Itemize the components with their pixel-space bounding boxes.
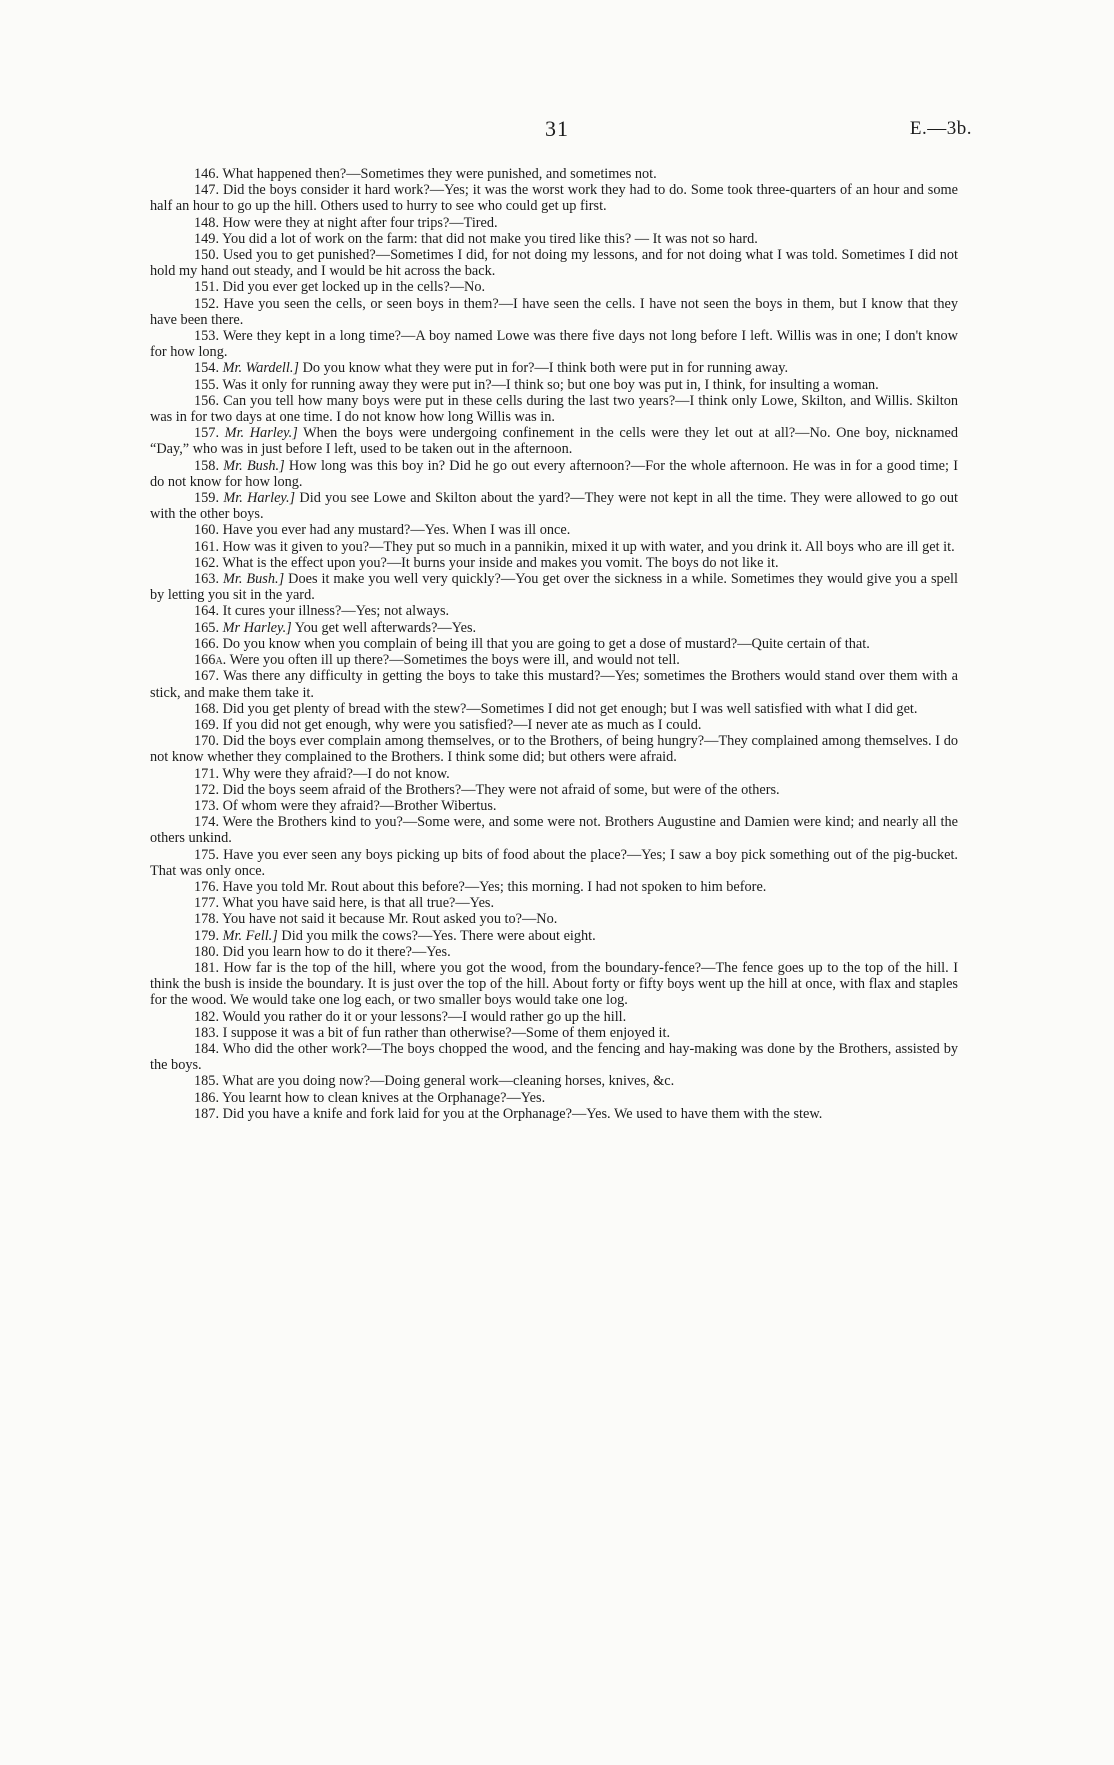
- question-text: Of whom were they afraid?—Brother Wibertus.: [222, 797, 497, 814]
- question-number: 153.: [194, 328, 220, 345]
- question-paragraph: [150, 701, 958, 717]
- question-paragraph: [150, 847, 958, 879]
- question-text: Did you learn how to do it there?—Yes.: [222, 943, 451, 960]
- question-number: 147.: [194, 182, 220, 199]
- question-number: 148.: [194, 214, 220, 231]
- question-number: 175.: [194, 846, 220, 863]
- question-number: 174.: [194, 814, 220, 831]
- question-text: What are you doing now?—Doing general work—cleaning horses, knives, &c.: [222, 1073, 675, 1090]
- question-paragraph: [150, 717, 958, 733]
- question-paragraph: [150, 296, 958, 328]
- question-text: What you have said here, is that all true?—Yes.: [222, 895, 495, 912]
- question-text: You get well afterwards?—Yes.: [294, 619, 477, 636]
- question-text: How were they at night after four trips?—Tired.: [222, 214, 498, 231]
- question-text: Who did the other work?—The boys chopped the wood, and the fencing and hay-making was done by the Brothers, assisted by the boys.: [150, 1040, 958, 1074]
- question-paragraph: [150, 733, 958, 765]
- page-header: [0, 116, 1114, 146]
- question-number: 156.: [194, 392, 220, 409]
- question-text: Did you have a knife and fork laid for you at the Orphanage?—Yes. We used to have them with the stew.: [222, 1105, 823, 1122]
- question-text: Was it only for running away they were put in?—I think so; but one boy was put in, I think, for insulting a woman.: [222, 376, 879, 393]
- question-paragraph: [150, 668, 958, 700]
- question-text: Did the boys ever complain among themselves, or to the Brothers, of being hungry?—They complained among themselves. I do not know whether they complained to the Brothers. I think some did; but others were afraid.: [150, 733, 958, 766]
- question-number: 180.: [194, 943, 220, 960]
- question-number: 176.: [194, 878, 220, 895]
- question-text: Did you get plenty of bread with the stew?—Sometimes I did not get enough; but I was well satisfied with what I did get.: [222, 700, 918, 717]
- question-text: How was it given to you?—They put so much in a pannikin, mixed it up with water, and you drink it. All boys who are ill get it.: [222, 538, 955, 555]
- question-text: How far is the top of the hill, where you got the wood, from the boundary-fence?—The fence goes up to the top of the hill. I think the bush is inside the boundary. It is just over the top of the hill. About forty or fifty boys went up the hill at once, with flax and staples for the wood. We would take one log each, or two smaller boys would take one log.: [150, 959, 959, 1009]
- question-paragraph: [150, 798, 958, 814]
- question-paragraph: [150, 1025, 958, 1041]
- question-number: 179.: [194, 927, 220, 944]
- question-text: I suppose it was a bit of fun rather than otherwise?—Some of them enjoyed it.: [222, 1024, 671, 1041]
- question-number: 185.: [194, 1073, 220, 1090]
- question-text: Would you rather do it or your lessons?—I would rather go up the hill.: [222, 1008, 627, 1025]
- question-text: When the boys were undergoing confinement in the cells were they let out at all?—No. One boy, nicknamed “Day,” who was in just before I left, used to be taken out in the afternoon.: [150, 425, 958, 458]
- question-paragraph: [150, 1073, 958, 1089]
- question-text: Were they kept in a long time?—A boy named Lowe was there five days not long before I left. Willis was in one; I don't know for how long.: [150, 328, 958, 361]
- question-paragraph: [150, 1090, 958, 1106]
- speaker-name: Mr. Harley.]: [223, 490, 296, 507]
- question-text: If you did not get enough, why were you satisfied?—I never ate as much as I could.: [222, 716, 702, 733]
- question-number: 152.: [194, 295, 220, 312]
- question-text: You have not said it because Mr. Rout asked you to?—No.: [222, 911, 558, 928]
- question-paragraph: [150, 620, 958, 636]
- question-paragraph: [150, 879, 958, 895]
- question-text: Do you know what they were put in for?—I think both were put in for running away.: [302, 360, 789, 377]
- question-text: You did a lot of work on the farm: that did not make you tired like this? — It was not so hard.: [222, 230, 758, 247]
- question-paragraph: [150, 182, 958, 214]
- question-paragraph: [150, 458, 958, 490]
- question-text: Were you often ill up there?—Sometimes the boys were ill, and would not tell.: [229, 652, 680, 669]
- question-number: 154.: [194, 360, 220, 377]
- question-text: Can you tell how many boys were put in these cells during the last two years?—I think only Lowe, Skilton, and Willis. Skilton was in for two days at one time. I do not know how long Willis was in.: [150, 392, 958, 426]
- question-number: 155.: [194, 376, 220, 393]
- question-paragraph: [150, 603, 958, 619]
- question-number: 151.: [194, 279, 220, 296]
- question-paragraph: [150, 360, 958, 376]
- question-text: Have you ever seen any boys picking up bits of food about the place?—Yes; I saw a boy pick something out of the pig-bucket. That was only once.: [150, 846, 959, 879]
- question-number: 173.: [194, 797, 220, 814]
- question-text: Have you ever had any mustard?—Yes. When I was ill once.: [222, 522, 571, 539]
- question-paragraph: [150, 766, 958, 782]
- question-text: What happened then?—Sometimes they were punished, and sometimes not.: [222, 166, 657, 182]
- question-number: 170.: [194, 733, 220, 750]
- question-text: Were the Brothers kind to you?—Some were, and some were not. Brothers Augustine and Damien were kind; and nearly all the others unkind.: [150, 814, 958, 847]
- question-number: 178.: [194, 911, 220, 928]
- question-number: 161.: [194, 538, 220, 555]
- question-paragraph: [150, 393, 958, 425]
- question-number: 182.: [194, 1008, 220, 1025]
- speaker-name: Mr. Bush.]: [223, 457, 285, 474]
- question-text: Do you know when you complain of being ill that you are going to get a dose of mustard?—Quite certain of that.: [222, 635, 870, 652]
- question-paragraph: [150, 1009, 958, 1025]
- question-paragraph: [150, 652, 958, 668]
- speaker-name: Mr. Fell.]: [222, 927, 278, 944]
- question-number: 177.: [194, 895, 220, 912]
- question-text: It cures your illness?—Yes; not always.: [222, 603, 450, 620]
- question-number: 157.: [194, 425, 220, 442]
- question-paragraph: [150, 782, 958, 798]
- question-paragraph: [150, 328, 958, 360]
- question-paragraph: [150, 377, 958, 393]
- question-paragraph: [150, 539, 958, 555]
- question-number: 164.: [194, 603, 220, 620]
- document-reference: E.—3b.: [909, 118, 972, 139]
- question-number: 172.: [194, 781, 220, 798]
- page-number: 31: [545, 116, 569, 141]
- question-paragraph: [150, 555, 958, 571]
- question-paragraph: [150, 960, 958, 1009]
- question-text: Did you milk the cows?—Yes. There were about eight.: [281, 927, 596, 944]
- question-paragraph: [150, 944, 958, 960]
- question-paragraph: [150, 928, 958, 944]
- question-text: Did the boys consider it hard work?—Yes; it was the worst work they had to do. Some took three-quarters of an hour and some half an hour to go up the hill. Others used to hurry to see who could get up first.: [150, 182, 958, 215]
- question-paragraph: [150, 571, 958, 603]
- question-paragraph: [150, 279, 958, 295]
- question-text: You learnt how to clean knives at the Orphanage?—Yes.: [222, 1089, 546, 1106]
- question-number: 183.: [194, 1024, 220, 1041]
- question-paragraph: [150, 814, 958, 846]
- question-number: 162.: [194, 554, 220, 571]
- question-paragraph: [150, 911, 958, 927]
- question-number: 187.: [194, 1105, 220, 1122]
- question-number: 168.: [194, 700, 220, 717]
- question-paragraph: [150, 1106, 958, 1122]
- question-text: Did the boys seem afraid of the Brothers?—They were not afraid of some, but were of the others.: [222, 781, 780, 798]
- question-text: Used you to get punished?—Sometimes I did, for not doing my lessons, and for not doing what I was told. Sometimes I did not hold my hand out steady, and I would be hit across the back.: [150, 247, 958, 280]
- question-number: 181.: [194, 959, 220, 976]
- question-text: Have you told Mr. Rout about this before?—Yes; this morning. I had not spoken to him before.: [222, 878, 767, 895]
- testimony-text: [150, 166, 958, 1122]
- question-number: 159.: [194, 490, 220, 507]
- question-paragraph: [150, 490, 958, 522]
- question-text: Have you seen the cells, or seen boys in them?—I have seen the cells. I have not seen the boys in them, but I know that they have been there.: [150, 295, 959, 328]
- question-text: Why were they afraid?—I do not know.: [222, 765, 450, 782]
- question-text: Does it make you well very quickly?—You get over the sickness in a while. Sometimes they would give you a spell by letting you sit in the yard.: [150, 571, 958, 604]
- question-paragraph: [150, 247, 958, 279]
- question-paragraph: [150, 895, 958, 911]
- speaker-name: Mr Harley.]: [222, 619, 292, 636]
- question-number: 184.: [194, 1040, 220, 1057]
- speaker-name: Mr. Bush.]: [223, 571, 285, 588]
- question-number: 150.: [194, 247, 220, 264]
- question-number: 158.: [194, 457, 220, 474]
- speaker-name: Mr. Wardell.]: [222, 360, 300, 377]
- question-paragraph: [150, 425, 958, 457]
- question-number: 171.: [194, 765, 220, 782]
- question-paragraph: [150, 166, 958, 182]
- question-number: 146.: [194, 166, 220, 182]
- question-number: 169.: [194, 716, 220, 733]
- question-number: 166.: [194, 635, 220, 652]
- question-number: 165.: [194, 619, 220, 636]
- question-paragraph: [150, 215, 958, 231]
- question-number: 149.: [194, 230, 220, 247]
- question-text: How long was this boy in? Did he go out every afternoon?—For the whole afternoon. He was in for a good time; I do not know for how long.: [150, 457, 958, 490]
- question-text: Was there any difficulty in getting the boys to take this mustard?—Yes; sometimes the Brothers would stand over them with a stick, and make them take it.: [150, 668, 958, 701]
- question-paragraph: [150, 636, 958, 652]
- question-text: What is the effect upon you?—It burns your inside and makes you vomit. The boys do not like it.: [222, 554, 779, 571]
- question-text: Did you ever get locked up in the cells?—No.: [222, 279, 486, 296]
- question-number: 160.: [194, 522, 220, 539]
- question-paragraph: [150, 522, 958, 538]
- question-number: 166a.: [194, 652, 227, 669]
- question-number: 167.: [194, 668, 220, 685]
- question-text: Did you see Lowe and Skilton about the yard?—They were not kept in all the time. They were allowed to go out with the other boys.: [150, 490, 959, 523]
- question-number: 163.: [194, 571, 220, 588]
- question-paragraph: [150, 1041, 958, 1073]
- question-number: 186.: [194, 1089, 220, 1106]
- question-paragraph: [150, 231, 958, 247]
- speaker-name: Mr. Harley.]: [224, 425, 298, 442]
